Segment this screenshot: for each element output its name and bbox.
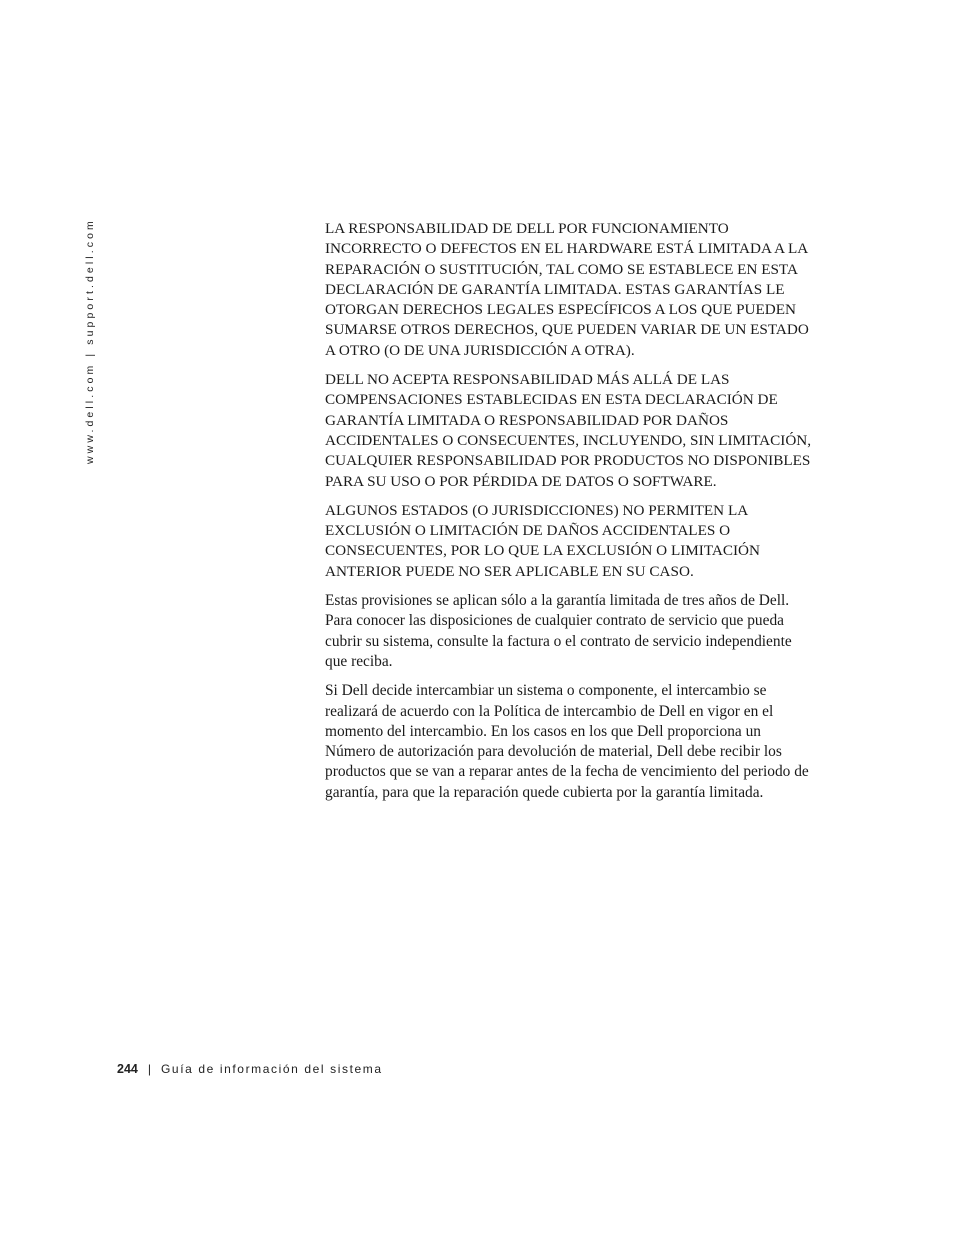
paragraph-no-responsibility: DELL NO ACEPTA RESPONSABILIDAD MÁS ALLÁ DE LAS COMPENSACIONES ESTABLECIDAS EN ESTA DECLARACIÓN DE GARANTÍA LIMITADA O RESPONSABILIDAD POR DAÑOS ACCIDENTALES O CONSECUENTES, INCLUYENDO, SIN LIMITACIÓN, CUALQUIER RESPONSABILIDAD POR PRODUCTOS NO DISPONIBLES PARA SU USO O POR PÉRDIDA DE DATOS O SOFTWARE. — [325, 371, 812, 490]
paragraph-liability-limits: LA RESPONSABILIDAD DE DELL POR FUNCIONAMIENTO INCORRECTO O DEFECTOS EN EL HARDWARE ESTÁ LIMITADA A LA REPARACIÓN O SUSTITUCIÓN, TAL COMO SE ESTABLECE EN ESTA DECLARACIÓN DE GARANTÍA LIMITADA. ESTAS GARANTÍAS LE OTORGAN DERECHOS LEGALES ESPECÍFICOS A LOS QUE PUEDEN SUMARSE OTROS DERECHOS, QUE PUEDEN VARIAR DE UN ESTADO A OTRO (O DE UNA JURISDICCIÓN A OTRA). — [325, 220, 809, 359]
paragraph-provisions: Estas provisiones se aplican sólo a la garantía limitada de tres años de Dell. Para conocer las disposiciones de cualquier contrato de servicio que pueda cubrir su sistema, consulte la factura o el contrato de servicio independiente que reciba. — [325, 592, 792, 670]
side-url-text: www.dell.com | support.dell.com — [84, 218, 96, 464]
footer-separator: | — [147, 1062, 151, 1076]
document-body — [325, 219, 815, 812]
paragraph-jurisdictions: ALGUNOS ESTADOS (O JURISDICCIONES) NO PERMITEN LA EXCLUSIÓN O LIMITACIÓN DE DAÑOS ACCIDENTALES O CONSECUENTES, POR LO QUE LA EXCLUSIÓN O LIMITACIÓN ANTERIOR PUEDE NO SER APLICABLE EN SU CASO. — [325, 501, 760, 580]
page-number: 244 — [117, 1062, 138, 1076]
page-footer — [117, 1062, 383, 1076]
footer-title: Guía de información del sistema — [160, 1062, 383, 1076]
paragraph-exchange-policy: Si Dell decide intercambiar un sistema o componente, el intercambio se realizará de acuerdo con la Política de intercambio de Dell en vigor en el momento del intercambio. En los casos en los que Dell proporciona un Número de autorización para devolución de material, Dell debe recibir los productos que se van a reparar antes de la fecha de vencimiento del periodo de garantía, para que la reparación quede cubierta por la garantía limitada. — [325, 682, 809, 801]
